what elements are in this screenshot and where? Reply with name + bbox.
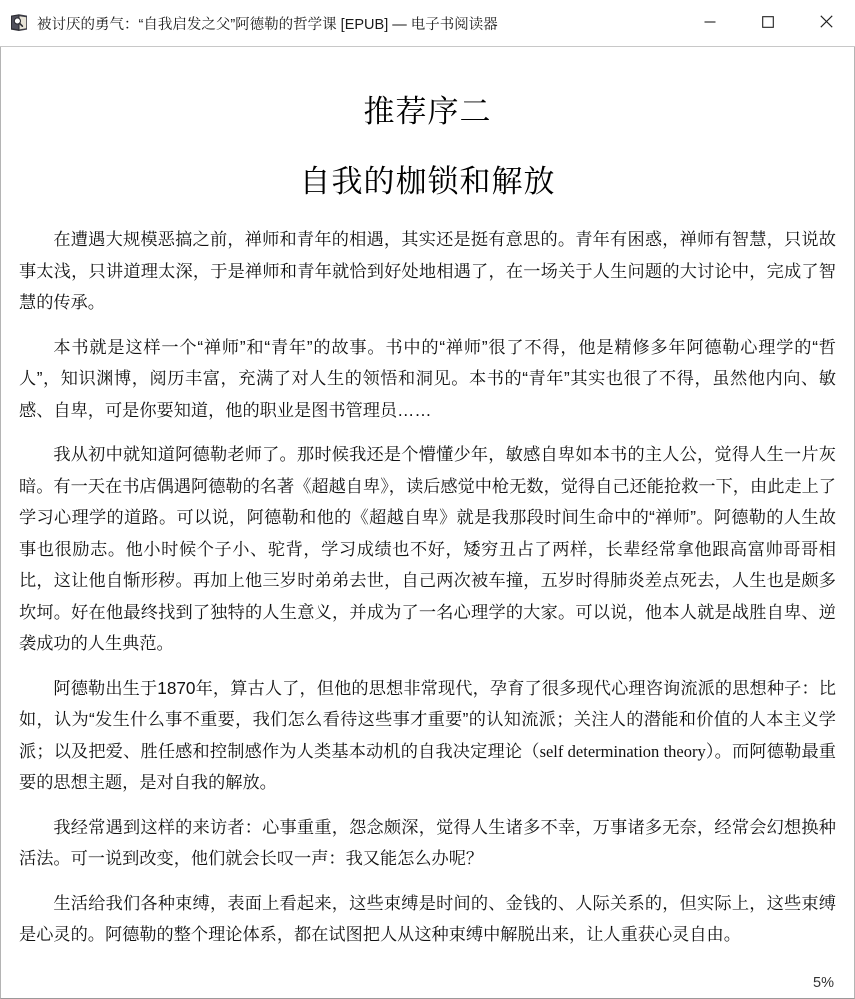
- window-controls: [681, 0, 855, 46]
- reader-page[interactable]: [0, 47, 855, 999]
- minimize-button[interactable]: [681, 0, 739, 46]
- paragraph: 本书就是这样一个“禅师”和“青年”的故事。书中的“禅师”很了不得，他是精修多年阿德勒心理学的“哲人”，知识渊博，阅历丰富，充满了对人生的领悟和洞见。本书的“青年”其实也很了不得，虽然他内向、敏感、自卑，可是你要知道，他的职业是图书管理员……: [19, 336, 836, 420]
- window-title: 被讨厌的勇气：“自我启发之父”阿德勒的哲学课 [EPUB] — 电子书阅读器: [37, 16, 498, 33]
- maximize-icon: [762, 16, 774, 31]
- paragraph-text-before: 阿德勒出生于1870年，算古人了，但他的思想非常现代，孕育了很多现代心理咨询流派的思想种子：比如，认为“发生什么事不重要，我们怎么看待这些事才重要”的认知流派；关注人的潜能和价值的人本主义学派；以及把爱、胜任感和控制感作为人类基本动机的自我决定理论（: [19, 677, 836, 761]
- title-bar-left: [0, 13, 681, 34]
- minimize-icon: [704, 16, 716, 31]
- close-icon: [820, 15, 833, 31]
- page-content: [1, 47, 854, 998]
- title-bar[interactable]: [0, 0, 855, 47]
- paragraph: 我从初中就知道阿德勒老师了。那时候我还是个懵懂少年，敏感自卑如本书的主人公，觉得人生一片灰暗。有一天在书店偶遇阿德勒的名著《超越自卑》，读后感觉中枪无数，觉得自己还能抢救一下，由此走上了学习心理学的道路。可以说，阿德勒和他的《超越自卑》就是我那段时间生命中的“禅师”。阿德勒的人生故事也很励志。他小时候个子小、驼背，学习成绩也不好，矮穷丑占了两样，长辈经常拿他跟高富帅哥哥相比，这让他自惭形秽。再加上他三岁时弟弟去世，自己两次被车撞，五岁时得肺炎差点死去，人生也是颇多坎坷。好在他最终找到了独特的人生意义，并成为了一名心理学的大家。可以说，他本人就是战胜自卑、逆袭成功的人生典范。: [19, 444, 836, 654]
- paragraph: 在遭遇大规模恶搞之前，禅师和青年的相遇，其实还是挺有意思的。青年有困惑，禅师有智慧，只说故事太浅，只讲道理太深，于是禅师和青年就恰到好处地相遇了，在一场关于人生问题的大讨论中，完成了智慧的传承。: [19, 229, 836, 313]
- maximize-button[interactable]: [739, 0, 797, 46]
- paragraph: 生活给我们各种束缚，表面上看起来，这些束缚是时间的、金钱的、人际关系的，但实际上，这些束缚是心灵的。阿德勒的整个理论体系，都在试图把人从这种束缚中解脱出来，让人重获心灵自由。: [19, 892, 836, 945]
- body-text: [19, 224, 836, 951]
- book-app-icon: [9, 13, 29, 33]
- paragraph-text-after: ）。而阿德勒最重要的思想主题，是对自我的解放。: [19, 740, 836, 793]
- latin-term: self determination theory: [539, 741, 706, 761]
- paragraph-with-latin-term: [19, 673, 836, 799]
- paragraph: 我经常遇到这样的来访者：心事重重，怨念颇深，觉得人生诸多不幸，万事诸多无奈，经常会幻想换种活法。可一说到改变，他们就会长叹一声：我又能怎么办呢？: [19, 816, 836, 869]
- chapter-title: 自我的枷锁和解放: [299, 164, 556, 200]
- close-button[interactable]: [797, 0, 855, 46]
- chapter-label: 推荐序二: [363, 94, 492, 129]
- reading-progress: 5%: [813, 975, 834, 991]
